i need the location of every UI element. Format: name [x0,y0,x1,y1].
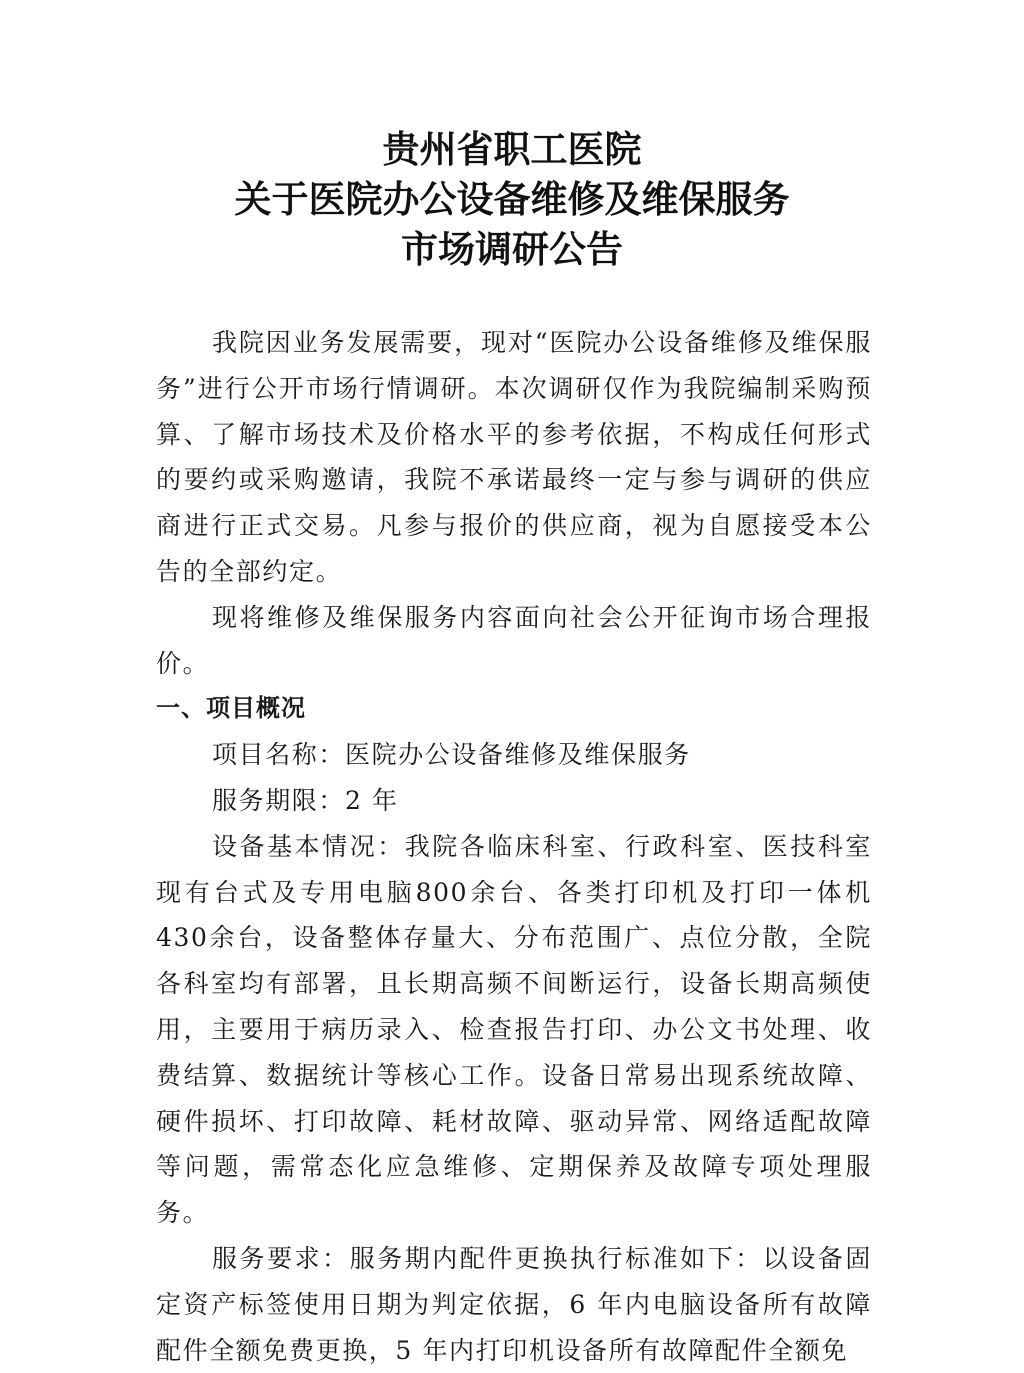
equipment-info-paragraph: 设备基本情况：我院各临床科室、行政科室、医技科室现有台式及专用电脑800余台、各类打印机及打印一体机430余台，设备整体存量大、分布范围广、点位分散，全院各科室均有部署，且长期高频不间断运行，设备长期高频使用，主要用于病历录入、检查报告打印、办公文书处理、收费结算、数据统计等核心工作。设备日常易出现系统故障、硬件损坏、打印故障、耗材故障、驱动异常、网络适配故障等问题，需常态化应急维修、定期保养及故障专项处理服务。 [156,831,872,1228]
quote-request-paragraph: 现将维修及维保服务内容面向社会公开征询市场合理报价。 [156,602,872,678]
document-title [0,124,1024,274]
service-period: 服务期限：2 年 [212,785,399,815]
service-requirements-paragraph: 服务要求：服务期内配件更换执行标准如下：以设备固定资产标签使用日期为判定依据，6 年内电脑设备所有故障配件全额免费更换，5 年内打印机设备所有故障配件全额免 [156,1243,872,1365]
title-line-subject: 关于医院办公设备维修及维保服务 [234,177,790,221]
title-line-announcement: 市场调研公告 [401,227,623,271]
project-name: 项目名称：医院办公设备维修及维保服务 [212,740,691,770]
section-heading-overview: 一、项目概况 [156,694,306,723]
title-line-hospital: 贵州省职工医院 [382,127,642,171]
document-body [156,320,872,1373]
intro-paragraph: 我院因业务发展需要，现对“医院办公设备维修及维保服务”进行公开市场行情调研。本次调研仅作为我院编制采购预算、了解市场技术及价格水平的参考依据，不构成任何形式的要约或采购邀请，我院不承诺最终一定与参与调研的供应商进行正式交易。凡参与报价的供应商，视为自愿接受本公告的全部约定。 [156,328,872,586]
